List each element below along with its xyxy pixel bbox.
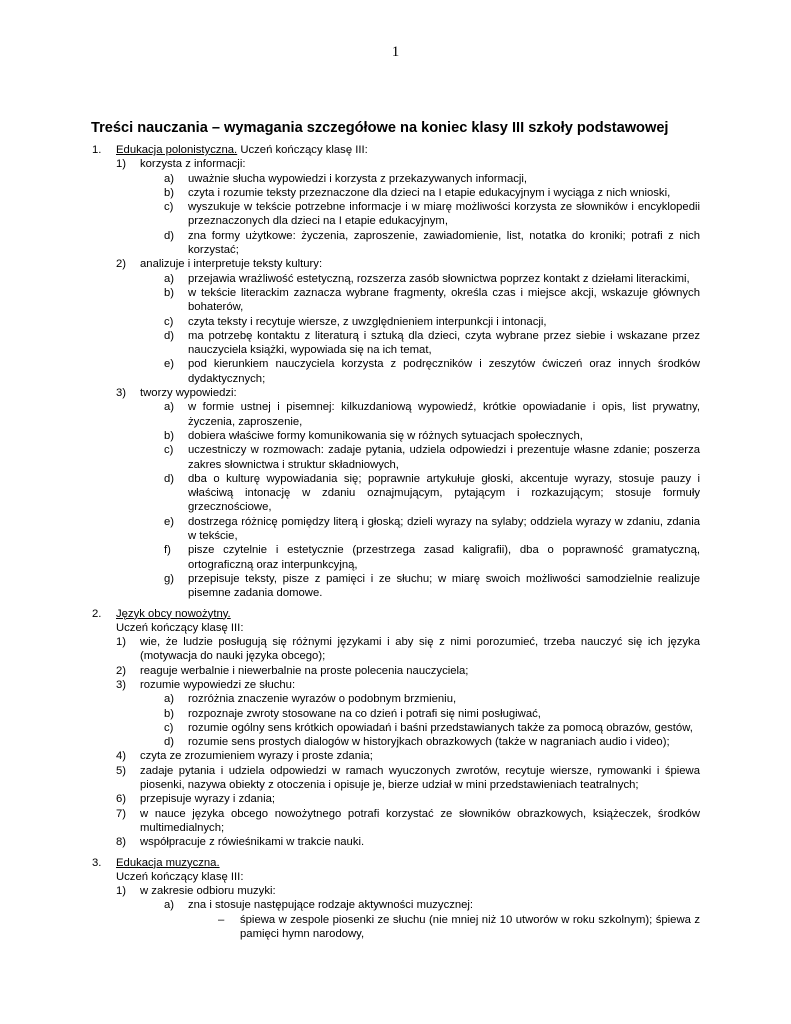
sub-item — [0, 357, 700, 386]
dash-item-text: śpiewa w zespole piosenki ze słuchu (nie mniej niż 10 utworów w roku szkolnym); śpiewa z pamięci hymn narodowy, — [240, 913, 700, 941]
list-item-text: rozumie wypowiedzi ze słuchu: — [140, 678, 296, 691]
sub-item — [0, 692, 700, 706]
sub-item-marker: d) — [164, 472, 175, 485]
list-item-marker: 8) — [116, 836, 127, 849]
list-item — [0, 664, 700, 678]
list-item-text: czyta ze zrozumieniem wyrazy i proste zdania; — [140, 750, 373, 763]
sub-item — [0, 172, 700, 186]
section-heading-title: Edukacja polonistyczna. — [116, 144, 238, 156]
sub-item — [0, 272, 700, 286]
sub-item-text: zna formy użytkowe: życzenia, zaproszenie, zawiadomienie, list, notatka do kroniki; potrafi z nich korzystać; — [188, 229, 700, 257]
sub-item-marker: e) — [164, 358, 175, 371]
sub-item-marker: a) — [164, 401, 175, 414]
sub-item-text: w formie ustnej i pisemnej: kilkuzdaniową wypowiedź, krótkie opowiadanie i opis, list prywatny, życzenia, zaproszenie, — [188, 401, 700, 428]
sub-item-text: dostrzega różnicę pomiędzy literą i głoską; dzieli wyrazy na sylaby; oddziela wyrazy w zdaniu, zdania w tekście, — [188, 515, 700, 543]
list-item-text: korzysta z informacji: — [140, 158, 246, 171]
sub-item-marker: a) — [164, 693, 175, 706]
list-item — [0, 807, 700, 836]
section-number: 1. — [92, 144, 102, 156]
sub-item-text: uważnie słucha wypowiedzi i korzysta z przekazywanych informacji, — [188, 172, 528, 185]
dash-item — [0, 913, 700, 942]
list-item — [0, 678, 700, 692]
list-item-text: przepisuje wyrazy i zdania; — [140, 793, 275, 806]
list-item-text: współpracuje z rówieśnikami w trakcie nauki. — [140, 836, 365, 849]
list-item-marker: 1) — [116, 636, 127, 649]
section-heading-intro: Uczeń kończący klasę III: — [237, 144, 368, 156]
sub-item — [0, 735, 700, 749]
list-item — [0, 635, 700, 664]
sub-item-text: rozróżnia znaczenie wyrazów o podobnym brzmieniu, — [188, 693, 457, 706]
sub-item — [0, 400, 700, 429]
dash-item-marker: – — [218, 913, 225, 926]
sub-item — [0, 429, 700, 443]
sub-item — [0, 472, 700, 515]
sub-item — [0, 898, 700, 912]
sub-item — [0, 200, 700, 229]
sub-item-text: czyta teksty i recytuje wiersze, z uwzględnieniem interpunkcji i intonacji, — [188, 315, 547, 328]
page-title: Treści nauczania – wymagania szczegółowe na koniec klasy III szkoły podstawowej — [91, 120, 669, 136]
sub-item-marker: e) — [164, 515, 175, 528]
list-item — [0, 157, 700, 171]
sub-item-text: przepisuje teksty, pisze z pamięci i ze słuchu; w miarę swoich możliwości samodzielnie realizuje pisemne zadania domowe. — [188, 572, 700, 600]
section-heading-line — [116, 143, 700, 157]
list-item-text: w nauce języka obcego nowożytnego potrafi korzystać ze słowników obrazkowych, książeczek, środków multimedialnych; — [140, 807, 700, 834]
list-item — [0, 386, 700, 400]
list-item — [0, 835, 700, 849]
sub-item-text: dobiera właściwe formy komunikowania się w różnych sytuacjach społecznych, — [188, 429, 583, 442]
sub-item-marker: d) — [164, 229, 175, 242]
list-item-marker: 4) — [116, 750, 127, 763]
section-number: 2. — [92, 607, 102, 620]
sub-item-marker: b) — [164, 429, 175, 442]
sub-item-text: rozumie sens prostych dialogów w historyjkach obrazkowych (także w nagraniach audio i video); — [188, 736, 670, 749]
sub-item-text: uczestniczy w rozmowach: zadaje pytania, udziela odpowiedzi i prezentuje własne zdanie; poszerza zakres słownictwa i struktur składniowych, — [188, 444, 700, 471]
section-number: 3. — [92, 856, 102, 869]
sub-item-marker: g) — [164, 572, 175, 585]
sub-item — [0, 707, 700, 721]
page-number: 1 — [391, 44, 400, 60]
sub-item-marker: a) — [164, 272, 175, 285]
section-intro: Uczeń kończący klasę III: — [116, 621, 244, 634]
sub-item — [0, 186, 700, 200]
sub-item-marker: a) — [164, 172, 175, 185]
section-heading — [0, 856, 700, 870]
section-intro: Uczeń kończący klasę III: — [116, 870, 244, 883]
list-item — [0, 257, 700, 271]
sub-item-marker: a) — [164, 899, 175, 912]
list-item-text: zadaje pytania i udziela odpowiedzi w ramach wyuczonych zwrotów, recytuje wiersze, rymowanki i śpiewa piosenki, nazywa obiekty z otoczenia i opisuje je, bierze udział w mini przedstawieniach teatralnych; — [140, 764, 700, 792]
sub-item-marker: d) — [164, 736, 175, 749]
list-item — [0, 764, 700, 793]
sub-item — [0, 443, 700, 472]
sub-item-text: w tekście literackim zaznacza wybrane fragmenty, określa czas i miejsce akcji, wskazuje głównych bohaterów, — [188, 286, 700, 314]
section-heading-title: Język obcy nowożytny. — [116, 607, 231, 620]
list-item-marker: 3) — [116, 387, 127, 400]
sub-item-text: rozumie ogólny sens krótkich opowiadań i baśni przedstawianych także za pomocą obrazów, gestów, — [188, 721, 693, 734]
section-heading-title: Edukacja muzyczna. — [116, 856, 220, 869]
list-item-marker: 3) — [116, 678, 127, 691]
sub-item-text: czyta i rozumie teksty przeznaczone dla dzieci na I etapie edukacyjnym i wyciąga z nich wnioski, — [188, 186, 671, 199]
list-item — [0, 792, 700, 806]
sub-item-marker: b) — [164, 707, 175, 720]
sub-item — [0, 572, 700, 601]
sub-item-text: wyszukuje w tekście potrzebne informacje i w miarę możliwości korzysta ze słowników i encyklopedii przeznaczonych dla dzieci na I etapie edukacyjnym, — [188, 201, 700, 228]
list-item-text: w zakresie odbioru muzyki: — [140, 885, 276, 898]
sub-item-marker: b) — [164, 186, 175, 199]
list-item-marker: 2) — [116, 664, 127, 677]
sub-item-text: pod kierunkiem nauczyciela korzysta z podręczników i zeszytów ćwiczeń oraz innych środków dydaktycznych; — [188, 358, 700, 385]
list-item-marker: 5) — [116, 764, 127, 777]
sub-item-text: ma potrzebę kontaktu z literaturą i sztuką dla dzieci, czyta wybrane przez siebie i wskazane przez nauczyciela książki, wypowiada się na ich temat, — [188, 329, 700, 357]
sub-item-marker: b) — [164, 286, 175, 299]
list-item-marker: 1) — [116, 158, 127, 171]
sub-item — [0, 543, 700, 572]
sub-item-text: pisze czytelnie i estetycznie (przestrzega zasad kaligrafii), dba o poprawność gramatyczną, ortograficzną oraz interpunkcyjną, — [188, 544, 700, 571]
list-item-text: tworzy wypowiedzi: — [140, 387, 237, 400]
list-item-marker: 2) — [116, 258, 127, 271]
list-item — [0, 884, 700, 898]
sub-item — [0, 721, 700, 735]
sub-item — [0, 329, 700, 358]
list-item-text: reaguje werbalnie i niewerbalnie na proste polecenia nauczyciela; — [140, 664, 469, 677]
list-item-text: analizuje i interpretuje teksty kultury: — [140, 258, 323, 271]
list-item-marker: 1) — [116, 885, 127, 898]
sub-item-marker: c) — [164, 315, 174, 328]
list-item-text: wie, że ludzie posługują się różnymi językami i aby się z nimi porozumieć, trzeba nauczyć się ich języka (motywacja do nauki języka obcego); — [140, 636, 700, 663]
list-item — [0, 749, 700, 763]
sub-item-text: zna i stosuje następujące rodzaje aktywności muzycznej: — [188, 899, 474, 912]
list-item-marker: 7) — [116, 807, 127, 820]
sub-item — [0, 315, 700, 329]
section-heading — [0, 143, 700, 157]
section-heading — [0, 607, 700, 621]
sub-item-marker: c) — [164, 201, 174, 214]
sub-item-text: przejawia wrażliwość estetyczną, rozszerza zasób słownictwa poprzez kontakt z dziełami literackimi, — [188, 272, 690, 285]
sub-item-text: dba o kulturę wypowiadania się; poprawnie artykułuje głoski, akcentuje wyrazy, stosuje pauzy i właściwą intonację w zdaniu oznajmującym, pytającym i rozkazującym; stosuje formuły grzecznościowe, — [188, 472, 700, 514]
document-body — [0, 143, 791, 941]
sub-item-marker: f) — [164, 544, 171, 557]
sub-item-marker: c) — [164, 444, 174, 457]
sub-item — [0, 515, 700, 544]
sub-item — [0, 286, 700, 315]
sub-item-text: rozpoznaje zwroty stosowane na co dzień i potrafi się nimi posługiwać, — [188, 707, 541, 720]
sub-item-marker: d) — [164, 329, 175, 342]
list-item-marker: 6) — [116, 793, 127, 806]
sub-item — [0, 229, 700, 258]
sub-item-marker: c) — [164, 721, 174, 734]
section-heading-line — [116, 856, 700, 870]
section-heading-line — [116, 607, 700, 621]
